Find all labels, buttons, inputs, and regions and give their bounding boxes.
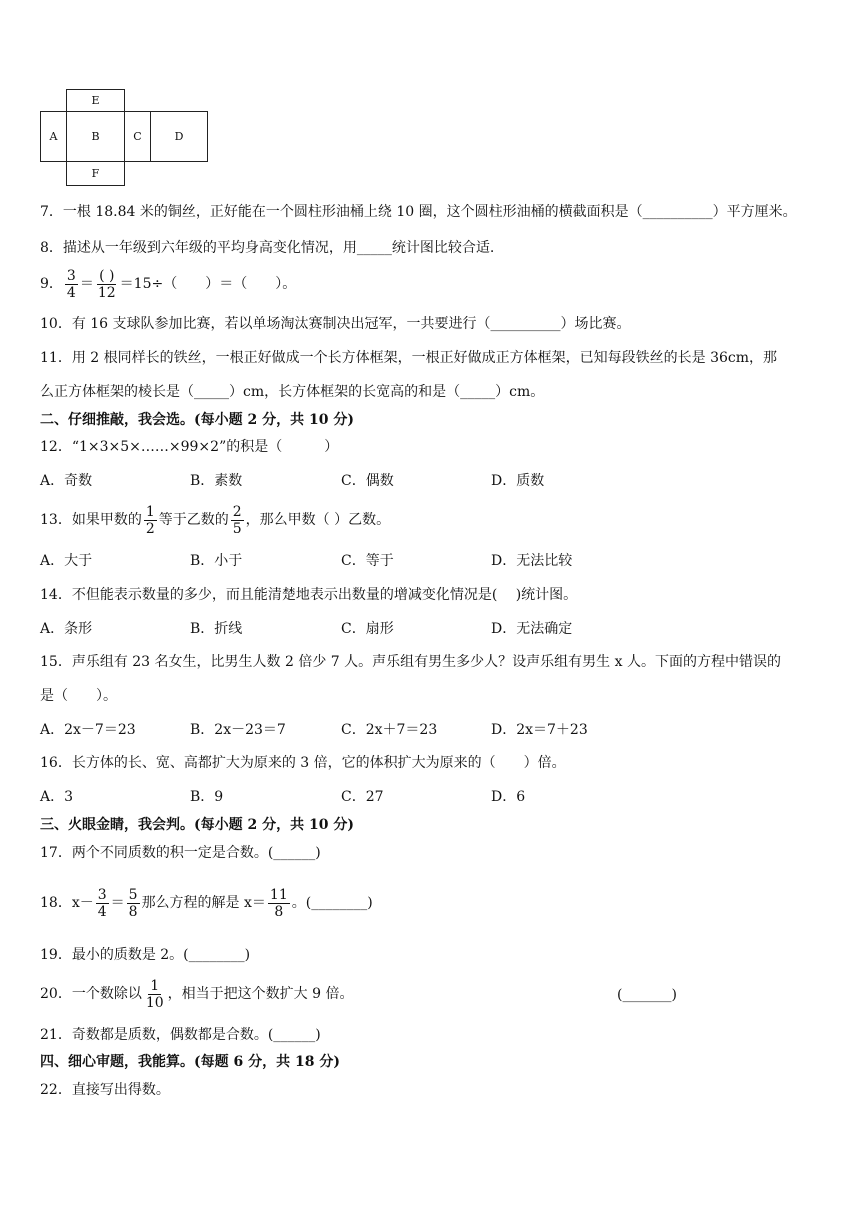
option-d[interactable]: D．质数 [491, 473, 545, 489]
option-c[interactable]: C．等于 [341, 553, 394, 569]
question-10: 10．有 16 支球队参加比赛，若以单场淘汰赛制决出冠军，一共要进行（__________）场比赛。 [40, 316, 631, 332]
question-16: 16．长方体的长、宽、高都扩大为原来的 3 倍，它的体积扩大为原来的（ ）倍。 [40, 755, 566, 771]
option-b[interactable]: B．9 [190, 789, 224, 805]
option-a[interactable]: A．2x－7＝23 [40, 722, 136, 738]
question-20: 20．一个数除以 $\frac{1}{10}$ ，相当于把这个数扩大 9 倍。 [40, 977, 354, 1011]
option-b[interactable]: B．折线 [190, 621, 243, 637]
fraction-11-8: $\frac{11}{8}$ [269, 886, 288, 920]
option-c[interactable]: C．偶数 [341, 473, 394, 489]
option-d[interactable]: D．6 [491, 789, 526, 805]
question-18: 18．x－ $\frac{3}{4}$ ＝ $\frac{5}{8}$ 那么方程的解是 x＝ $\frac{11}{8}$ 。(________) [40, 886, 373, 920]
net-face-c: C [124, 111, 151, 162]
net-face-f: F [66, 161, 125, 186]
question-17: 17．两个不同质数的积一定是合数。(______) [40, 845, 321, 861]
option-b[interactable]: B．2x－23＝7 [190, 722, 286, 738]
fraction-1-2: $\frac{1}{2}$ [145, 503, 155, 537]
question-20-answer-blank[interactable]: (_______) [617, 987, 677, 1003]
net-face-e: E [66, 89, 125, 112]
question-13: 13．如果甲数的 $\frac{1}{2}$ 等于乙数的 $\frac{2}{5}$ ，那么甲数（ ）乙数。 [40, 503, 391, 537]
option-c[interactable]: C．2x＋7＝23 [341, 722, 438, 738]
option-d[interactable]: D．无法确定 [491, 621, 573, 637]
question-12: 12．“1×3×5×……×99×2”的积是（ ） [40, 439, 339, 455]
fraction-5-8: $\frac{5}{8}$ [128, 886, 138, 920]
option-c[interactable]: C．扇形 [341, 621, 394, 637]
question-15-line-2: 是（ ）。 [40, 688, 117, 704]
question-22: 22．直接写出得数。 [40, 1082, 170, 1098]
option-b[interactable]: B．素数 [190, 473, 243, 489]
net-face-d: D [150, 111, 208, 162]
fraction-blank-12: $\frac{( )}{12}$ [97, 267, 116, 301]
section-4-heading: 四、细心审题，我能算。(每题 6 分，共 18 分) [40, 1054, 340, 1070]
section-2-heading: 二、仔细推敲，我会选。(每小题 2 分，共 10 分) [40, 412, 354, 428]
fraction-3-4: $\frac{3}{4}$ [66, 267, 76, 301]
option-b[interactable]: B．小于 [190, 553, 243, 569]
option-a[interactable]: A．3 [40, 789, 74, 805]
section-3-heading: 三、火眼金睛，我会判。(每小题 2 分，共 10 分) [40, 817, 354, 833]
question-7: 7．一根 18.84 米的铜丝，正好能在一个圆柱形油桶上绕 10 圈，这个圆柱形油桶的横截面积是（__________）平方厘米。 [40, 204, 797, 220]
question-21: 21．奇数都是质数，偶数都是合数。(______) [40, 1027, 321, 1043]
question-14: 14．不但能表示数量的多少，而且能清楚地表示出数量的增减变化情况是( )统计图。 [40, 587, 578, 603]
fraction-1-10: $\frac{1}{10}$ [145, 977, 164, 1011]
question-15-line-1: 15．声乐组有 23 名女生，比男生人数 2 倍少 7 人。声乐组有男生多少人？设声乐组有男生 x 人。下面的方程中错误的 [40, 654, 781, 670]
fraction-2-5: $\frac{2}{5}$ [232, 503, 242, 537]
question-8: 8．描述从一年级到六年级的平均身高变化情况，用_____统计图比较合适. [40, 240, 495, 256]
option-a[interactable]: A．大于 [40, 553, 93, 569]
option-a[interactable]: A．奇数 [40, 473, 93, 489]
option-a[interactable]: A．条形 [40, 621, 93, 637]
fraction-3-4: $\frac{3}{4}$ [97, 886, 107, 920]
question-9: 9． $\frac{3}{4}$ ＝ $\frac{( )}{12}$ ＝15÷（ ）＝（ ）。 [40, 267, 297, 301]
net-face-b: B [66, 111, 125, 162]
option-c[interactable]: C．27 [341, 789, 384, 805]
option-d[interactable]: D．无法比较 [491, 553, 573, 569]
net-face-a: A [40, 111, 67, 162]
question-19: 19．最小的质数是 2。(________) [40, 947, 251, 963]
option-d[interactable]: D．2x＝7＋23 [491, 722, 588, 738]
question-11-line-1: 11．用 2 根同样长的铁丝，一根正好做成一个长方体框架，一根正好做成正方体框架，已知每段铁丝的长是 36cm，那 [40, 350, 778, 366]
question-11-line-2: 么正方体框架的棱长是（_____）cm，长方体框架的长宽高的和是（_____）cm。 [40, 384, 545, 400]
